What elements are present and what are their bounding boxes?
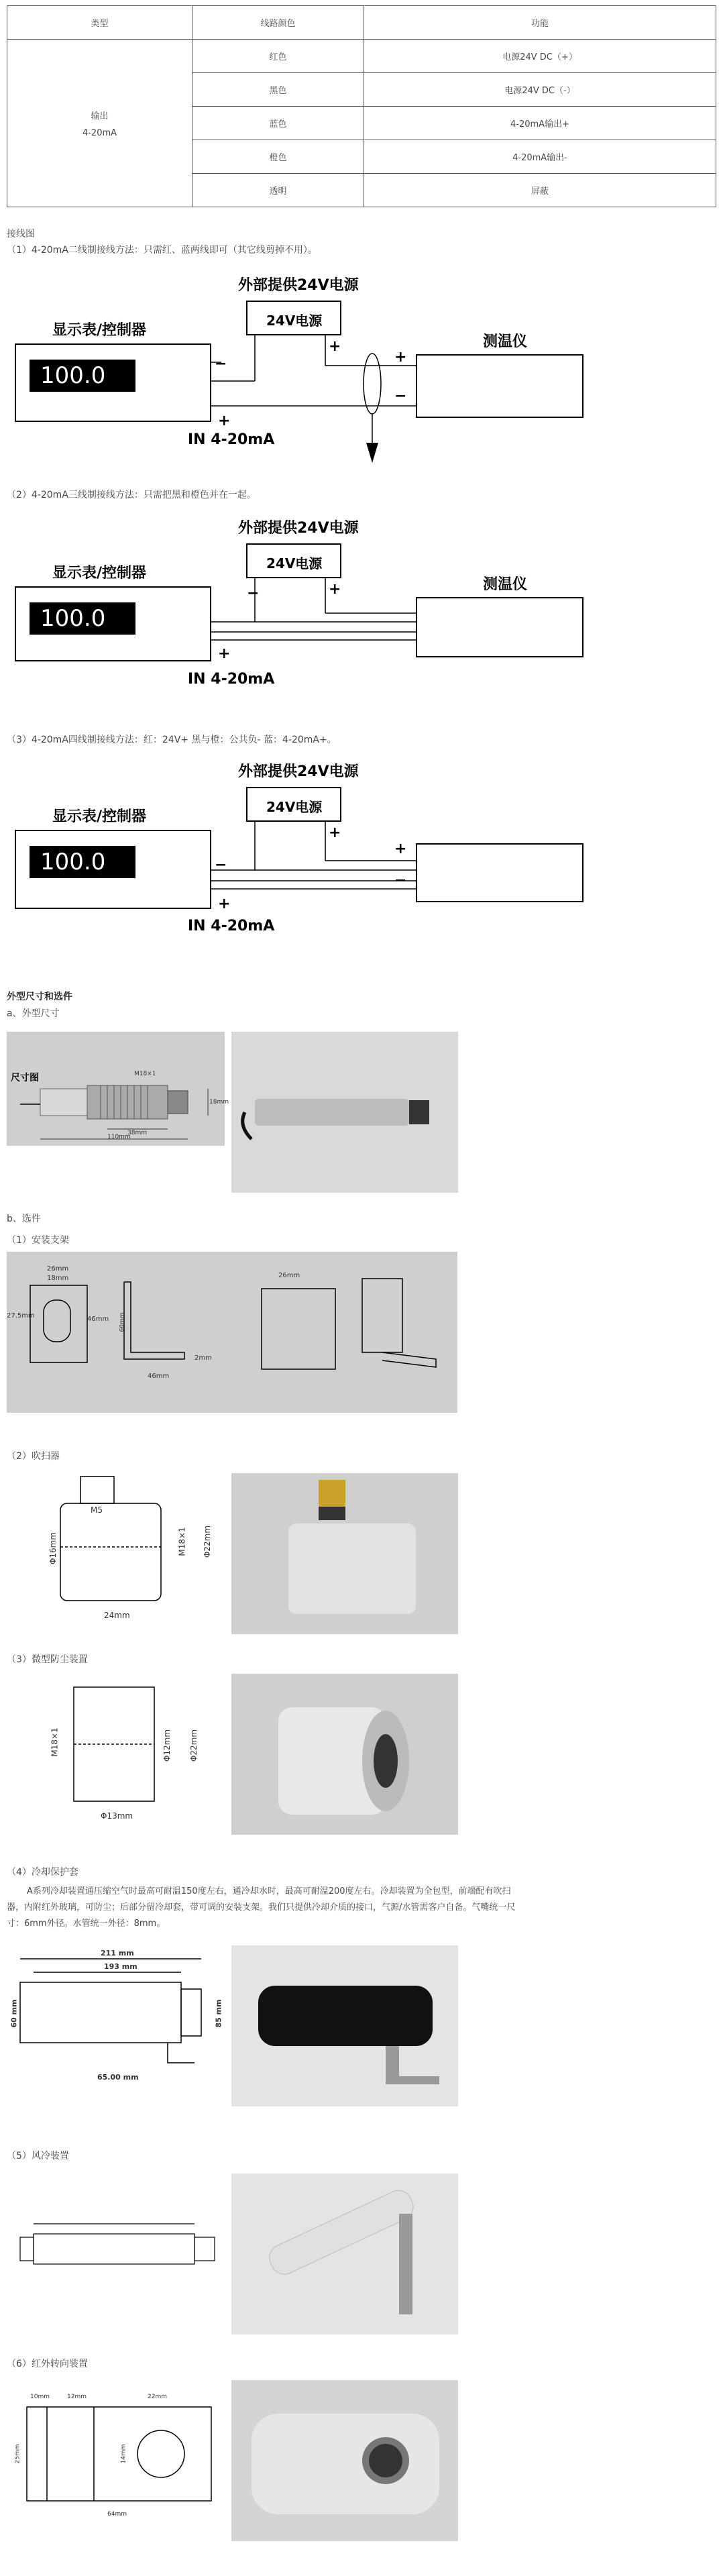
purge-phi22-dim: Φ22mm	[203, 1525, 213, 1558]
ir-deflector-drawing	[7, 2380, 225, 2541]
deflector-64-dim: 64mm	[107, 2511, 127, 2518]
wiring-caption-2: （2）4-20mA三线制接线方法：只需把黑和橙色并在一起。	[7, 490, 256, 500]
display-value: 100.0	[40, 605, 106, 632]
dust-guard-photo	[231, 1674, 458, 1835]
length-38-dim: 38mm	[127, 1130, 147, 1136]
purge-24-dim: 24mm	[104, 1611, 130, 1620]
psu-box	[246, 787, 341, 822]
sensor-label: 测温仪	[483, 576, 528, 593]
minus-sign: −	[394, 388, 407, 405]
option-5-label: （5）风冷装置	[7, 2151, 69, 2161]
cooling-211-dim: 211 mm	[101, 1949, 134, 1957]
option-3-label: （3）微型防尘装置	[7, 1654, 88, 1665]
wiring-title: 接线图	[7, 229, 35, 239]
bracket-27-dim: 27.5mm	[7, 1312, 35, 1320]
type-cell: 输出 4-20mA	[7, 40, 192, 207]
display-screen	[30, 846, 135, 878]
dust-m18-dim: M18×1	[50, 1727, 60, 1757]
option-6-label: （6）红外转向装置	[7, 2359, 88, 2369]
display-screen	[30, 602, 135, 635]
display-screen	[30, 360, 135, 392]
purge-m5-dim: M5	[91, 1505, 103, 1515]
function-cell: 屏蔽	[364, 174, 716, 207]
wire-color-table	[7, 5, 716, 207]
cooling-jacket-drawing	[7, 1945, 225, 2106]
option-4-desc-3: 寸：6mm外径。水管统一外径：8mm。	[7, 1919, 166, 1929]
deflector-22-dim: 22mm	[148, 2394, 167, 2400]
display-label: 显示表/控制器	[52, 322, 147, 339]
display-box	[15, 830, 211, 909]
dust-phi13-dim: Φ13mm	[101, 1811, 133, 1821]
deflector-25-dim: 25mm	[14, 2444, 21, 2464]
color-cell: 透明	[192, 174, 364, 207]
dims-b-label: b、选件	[7, 1214, 41, 1224]
psu-label: 24V电源	[266, 313, 323, 329]
purge-outline	[7, 1473, 225, 1634]
size-drawing	[7, 1032, 229, 1146]
plus-sign: +	[394, 841, 407, 857]
external-power-label: 外部提供24V电源	[238, 520, 359, 537]
bracket-front-26-dim: 26mm	[278, 1272, 300, 1279]
minus-sign: −	[215, 356, 227, 372]
wiring-caption-3: （3）4-20mA四线制接线方法：红：24V+ 黑与橙：公共负- 蓝：4-20mA+。	[7, 735, 337, 745]
dust-guard-drawing	[7, 1674, 225, 1835]
dust-phi12-dim: Φ12mm	[162, 1729, 172, 1762]
purge-drawing	[7, 1473, 225, 1634]
purge-photo	[231, 1473, 458, 1634]
purge-phi16-dim: Φ16mm	[48, 1532, 58, 1565]
purge-m18-dim: M18×1	[177, 1527, 187, 1556]
in-label: IN 4-20mA	[188, 431, 275, 448]
dust-phi22-dim: Φ22mm	[189, 1729, 199, 1762]
dims-title: 外型尺寸和选件	[7, 991, 72, 1002]
plus-sign: +	[394, 349, 407, 366]
function-cell: 4-20mA输出-	[364, 140, 716, 174]
wiring-diagram-1	[0, 268, 721, 490]
option-1-label: （1）安装支架	[7, 1235, 69, 1246]
air-cooling-outline	[7, 2174, 225, 2334]
plus-sign: +	[329, 581, 341, 598]
wiring-caption-1: （1）4-20mA二线制接线方法：只需红、蓝两线即可（其它线剪掉不用）。	[7, 245, 317, 256]
col-header-color: 线路颜色	[192, 6, 364, 40]
sensor-outline	[7, 1032, 225, 1146]
color-cell: 橙色	[192, 140, 364, 174]
air-cooling-photo-drawing	[231, 2174, 458, 2334]
air-cooling-photo	[231, 2174, 458, 2334]
diameter-18-dim: 18mm	[209, 1099, 229, 1106]
bracket-46-dim: 46mm	[87, 1316, 109, 1323]
display-value: 100.0	[40, 849, 106, 875]
in-label: IN 4-20mA	[188, 918, 275, 934]
air-cooling-drawing	[7, 2174, 225, 2334]
sensor-photo	[231, 1032, 458, 1193]
cooling-193-dim: 193 mm	[104, 1962, 137, 1971]
minus-sign: −	[394, 872, 407, 889]
sensor-box	[416, 843, 584, 902]
deflector-12-dim: 12mm	[67, 2394, 87, 2400]
function-cell: 4-20mA输出+	[364, 107, 716, 140]
plus-sign: +	[218, 896, 231, 912]
sensor-photo-drawing	[231, 1032, 458, 1193]
dims-a-label: a、外型尺寸	[7, 1008, 60, 1019]
col-header-function: 功能	[364, 6, 716, 40]
bracket-60-dim: 60mm	[119, 1312, 126, 1332]
cooling-85-dim: 85 mm	[214, 1999, 223, 2028]
color-cell: 红色	[192, 40, 364, 73]
cooling-jacket-photo-drawing	[231, 1945, 458, 2106]
thread-dim: M18×1	[134, 1071, 156, 1077]
option-4-desc-2: 器，内附红外玻璃，可防尘；后部分留冷却套，带可调的安装支架。我们只提供冷却介质的接口，气源/水管需客户自备。气嘴统一尺	[7, 1902, 516, 1913]
plus-sign: +	[218, 645, 231, 662]
external-power-label: 外部提供24V电源	[238, 277, 359, 294]
bracket-2-dim: 2mm	[195, 1354, 212, 1362]
psu-label: 24V电源	[266, 555, 323, 572]
display-value: 100.0	[40, 362, 106, 389]
col-header-type: 类型	[7, 6, 192, 40]
size-label: 尺寸图	[11, 1073, 39, 1083]
plus-sign: +	[329, 338, 341, 355]
plus-sign: +	[218, 413, 231, 429]
option-2-label: （2）吹扫器	[7, 1451, 60, 1462]
bracket-18-dim: 18mm	[47, 1275, 69, 1282]
bracket-46b-dim: 46mm	[148, 1373, 170, 1380]
sensor-box	[416, 354, 584, 418]
sensor-label: 测温仪	[483, 333, 528, 350]
wiring-diagram-3	[0, 755, 721, 956]
in-label: IN 4-20mA	[188, 671, 275, 688]
cooling-60-dim: 60 mm	[9, 1999, 19, 2028]
deflector-14-dim: 14mm	[120, 2444, 127, 2464]
bracket-outline	[7, 1252, 457, 1413]
length-110-dim: 110mm	[107, 1134, 131, 1140]
purge-photo-drawing	[231, 1473, 458, 1634]
color-cell: 蓝色	[192, 107, 364, 140]
minus-sign: −	[215, 857, 227, 873]
psu-box	[246, 543, 341, 578]
display-label: 显示表/控制器	[52, 808, 147, 825]
display-box	[15, 586, 211, 661]
psu-box	[246, 301, 341, 335]
function-cell: 电源24V DC（-）	[364, 73, 716, 107]
color-cell: 黑色	[192, 73, 364, 107]
deflector-10-dim: 10mm	[30, 2394, 50, 2400]
minus-sign: −	[247, 585, 260, 602]
plus-sign: +	[329, 824, 341, 841]
cooling-65-dim: 65.00 mm	[97, 2073, 139, 2082]
bracket-drawing	[7, 1252, 457, 1413]
dust-guard-photo-drawing	[231, 1674, 458, 1835]
option-4-label: （4）冷却保护套	[7, 1867, 78, 1878]
external-power-label: 外部提供24V电源	[238, 763, 359, 780]
sensor-box	[416, 597, 584, 657]
wiring-diagram-2	[0, 511, 721, 706]
cooling-jacket-photo	[231, 1945, 458, 2106]
ir-deflector-photo	[231, 2380, 458, 2541]
display-box	[15, 343, 211, 422]
function-cell: 电源24V DC（+）	[364, 40, 716, 73]
bracket-26-dim: 26mm	[47, 1265, 69, 1273]
ir-deflector-photo-drawing	[231, 2380, 458, 2541]
psu-label: 24V电源	[266, 799, 323, 815]
display-label: 显示表/控制器	[52, 565, 147, 582]
option-4-desc-1: A系列冷却装置通压缩空气时最高可耐温150度左右，通冷却水时，最高可耐温200度左右。冷却装置为全包型，前端配有吹扫	[27, 1886, 511, 1896]
